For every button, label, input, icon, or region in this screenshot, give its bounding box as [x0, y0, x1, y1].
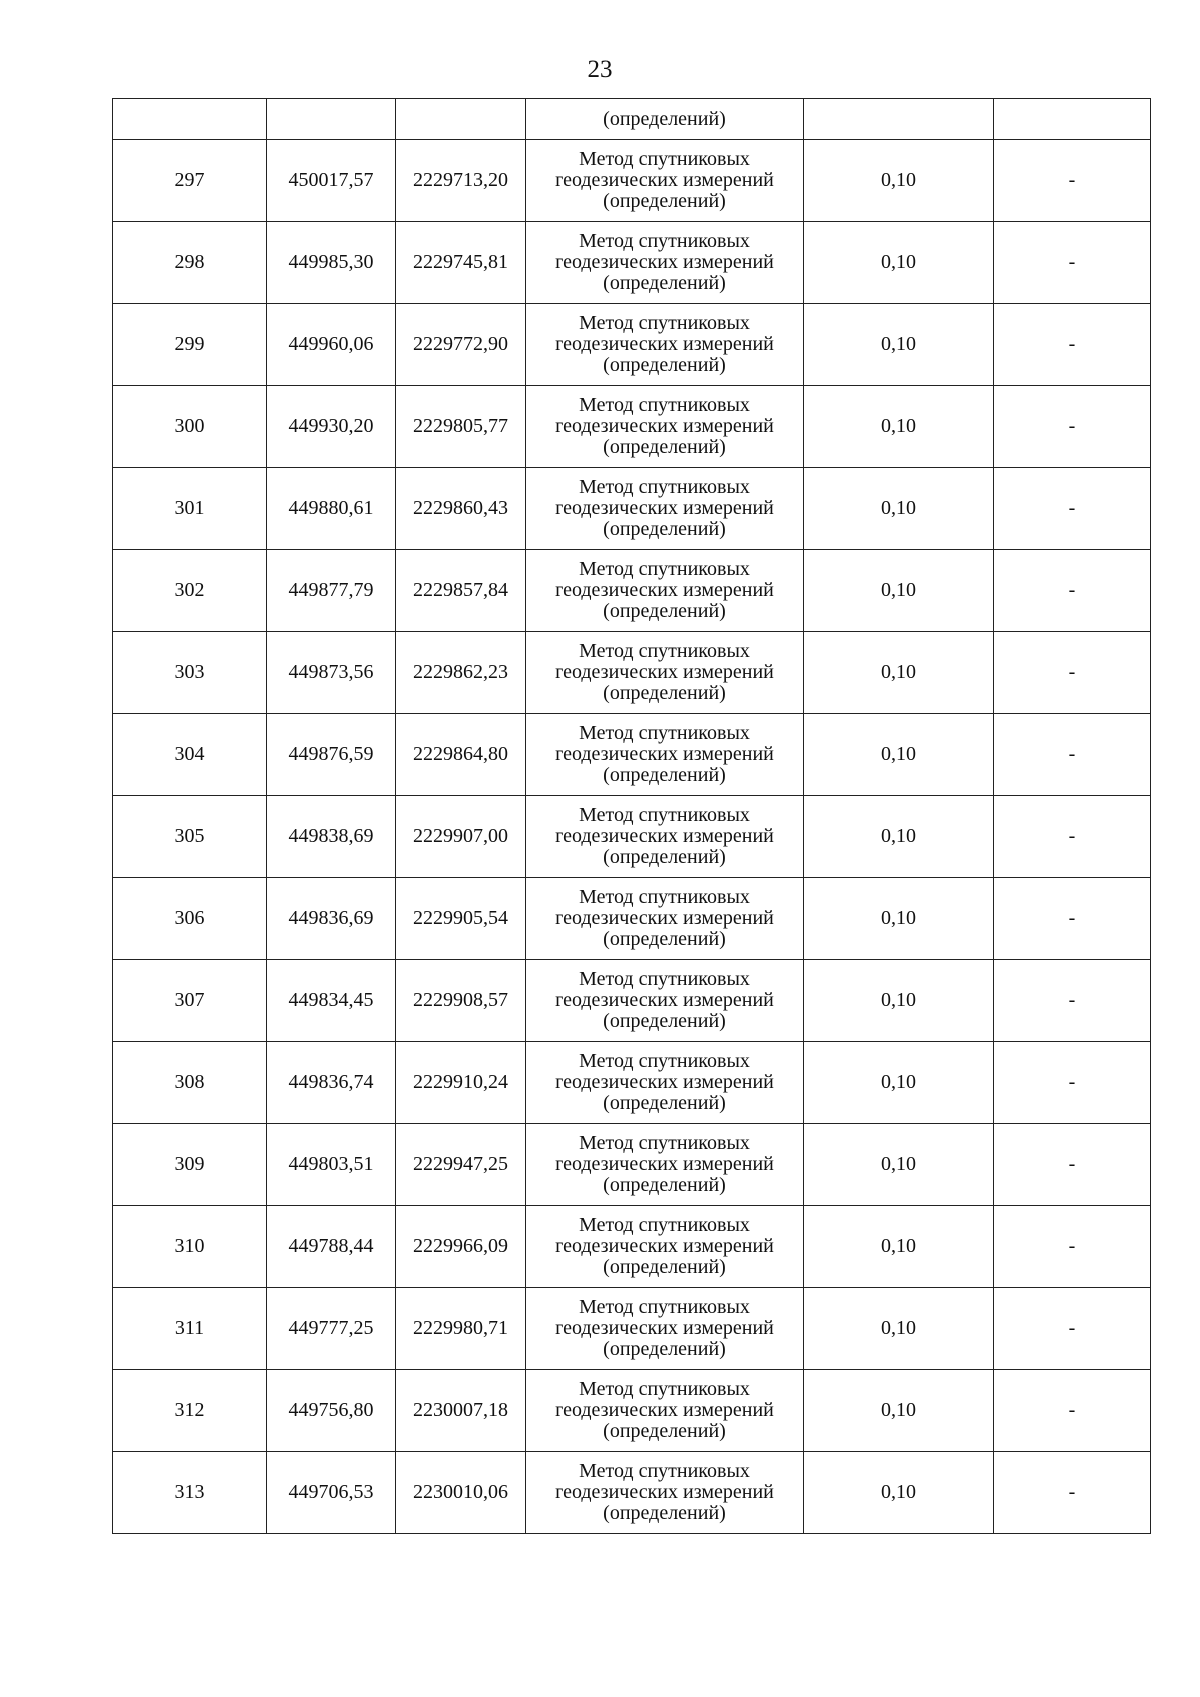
cell-accuracy [804, 99, 994, 140]
cell-accuracy: 0,10 [804, 304, 994, 386]
cell-method: Метод спутниковых геодезических измерений (определений) [526, 960, 804, 1042]
cell-accuracy: 0,10 [804, 468, 994, 550]
cell-point-number: 298 [113, 222, 267, 304]
table-row [113, 796, 1151, 878]
cell-method: Метод спутниковых геодезических измерений (определений) [526, 1288, 804, 1370]
cell-y: 2229745,81 [396, 222, 526, 304]
cell-note: - [994, 468, 1151, 550]
cell-x: 449877,79 [267, 550, 396, 632]
cell-accuracy: 0,10 [804, 1206, 994, 1288]
cell-point-number: 308 [113, 1042, 267, 1124]
cell-point-number: 305 [113, 796, 267, 878]
cell-y: 2229860,43 [396, 468, 526, 550]
cell-accuracy: 0,10 [804, 1042, 994, 1124]
table-row [113, 1206, 1151, 1288]
cell-accuracy: 0,10 [804, 960, 994, 1042]
cell-point-number: 309 [113, 1124, 267, 1206]
cell-point-number: 306 [113, 878, 267, 960]
cell-method: Метод спутниковых геодезических измерений (определений) [526, 550, 804, 632]
cell-point-number: 303 [113, 632, 267, 714]
table-body [113, 99, 1151, 1534]
table-row [113, 140, 1151, 222]
cell-x [267, 99, 396, 140]
cell-method: Метод спутниковых геодезических измерений (определений) [526, 1206, 804, 1288]
cell-note: - [994, 1288, 1151, 1370]
cell-accuracy: 0,10 [804, 796, 994, 878]
cell-method: Метод спутниковых геодезических измерений (определений) [526, 1124, 804, 1206]
cell-x: 449834,45 [267, 960, 396, 1042]
cell-x: 449777,25 [267, 1288, 396, 1370]
cell-accuracy: 0,10 [804, 878, 994, 960]
cell-accuracy: 0,10 [804, 1452, 994, 1534]
cell-point-number: 304 [113, 714, 267, 796]
table-row [113, 1452, 1151, 1534]
cell-x: 449836,74 [267, 1042, 396, 1124]
cell-x: 449880,61 [267, 468, 396, 550]
cell-note: - [994, 878, 1151, 960]
cell-accuracy: 0,10 [804, 1288, 994, 1370]
table-row [113, 222, 1151, 304]
table-row [113, 1042, 1151, 1124]
cell-accuracy: 0,10 [804, 714, 994, 796]
cell-point-number: 302 [113, 550, 267, 632]
cell-note: - [994, 632, 1151, 714]
cell-method: Метод спутниковых геодезических измерений (определений) [526, 1042, 804, 1124]
cell-accuracy: 0,10 [804, 1370, 994, 1452]
cell-note: - [994, 222, 1151, 304]
cell-y: 2229947,25 [396, 1124, 526, 1206]
cell-method: Метод спутниковых геодезических измерений (определений) [526, 304, 804, 386]
cell-x: 449960,06 [267, 304, 396, 386]
cell-point-number: 313 [113, 1452, 267, 1534]
cell-point-number: 311 [113, 1288, 267, 1370]
cell-method: Метод спутниковых геодезических измерений (определений) [526, 140, 804, 222]
cell-y: 2229805,77 [396, 386, 526, 468]
cell-y: 2229772,90 [396, 304, 526, 386]
cell-point-number: 307 [113, 960, 267, 1042]
coordinates-table [112, 98, 1151, 1534]
cell-y: 2229908,57 [396, 960, 526, 1042]
cell-x: 449873,56 [267, 632, 396, 714]
cell-method: Метод спутниковых геодезических измерений (определений) [526, 796, 804, 878]
cell-y: 2229905,54 [396, 878, 526, 960]
cell-method: Метод спутниковых геодезических измерений (определений) [526, 714, 804, 796]
cell-note: - [994, 1206, 1151, 1288]
cell-y: 2229910,24 [396, 1042, 526, 1124]
page-number: 23 [587, 56, 613, 83]
cell-point-number: 297 [113, 140, 267, 222]
cell-point-number: 299 [113, 304, 267, 386]
table-row [113, 1288, 1151, 1370]
cell-x: 449706,53 [267, 1452, 396, 1534]
cell-y: 2229857,84 [396, 550, 526, 632]
cell-note: - [994, 304, 1151, 386]
cell-method: Метод спутниковых геодезических измерений (определений) [526, 386, 804, 468]
cell-y: 2229980,71 [396, 1288, 526, 1370]
cell-x: 449803,51 [267, 1124, 396, 1206]
cell-accuracy: 0,10 [804, 632, 994, 714]
cell-y: 2229713,20 [396, 140, 526, 222]
cell-point-number: 300 [113, 386, 267, 468]
cell-method: Метод спутниковых геодезических измерений (определений) [526, 1452, 804, 1534]
cell-point-number: 310 [113, 1206, 267, 1288]
cell-x: 449838,69 [267, 796, 396, 878]
cell-method: Метод спутниковых геодезических измерений (определений) [526, 878, 804, 960]
cell-x: 449836,69 [267, 878, 396, 960]
table-row [113, 632, 1151, 714]
cell-note: - [994, 386, 1151, 468]
table-row [113, 550, 1151, 632]
cell-x: 449876,59 [267, 714, 396, 796]
cell-point-number: 301 [113, 468, 267, 550]
cell-method: Метод спутниковых геодезических измерений (определений) [526, 468, 804, 550]
cell-method: Метод спутниковых геодезических измерений (определений) [526, 222, 804, 304]
table-row [113, 714, 1151, 796]
cell-method: Метод спутниковых геодезических измерений (определений) [526, 1370, 804, 1452]
cell-x: 449985,30 [267, 222, 396, 304]
cell-note: - [994, 1124, 1151, 1206]
table-row [113, 386, 1151, 468]
cell-y: 2230010,06 [396, 1452, 526, 1534]
cell-accuracy: 0,10 [804, 222, 994, 304]
cell-y: 2230007,18 [396, 1370, 526, 1452]
cell-note [994, 99, 1151, 140]
table-row [113, 1370, 1151, 1452]
cell-y [396, 99, 526, 140]
cell-y: 2229862,23 [396, 632, 526, 714]
cell-note: - [994, 550, 1151, 632]
cell-x: 450017,57 [267, 140, 396, 222]
table-row [113, 1124, 1151, 1206]
cell-point-number [113, 99, 267, 140]
cell-note: - [994, 1042, 1151, 1124]
cell-note: - [994, 1452, 1151, 1534]
cell-x: 449788,44 [267, 1206, 396, 1288]
cell-method: Метод спутниковых геодезических измерений (определений) [526, 632, 804, 714]
continuation-row [113, 99, 1151, 140]
cell-x: 449756,80 [267, 1370, 396, 1452]
table-row [113, 960, 1151, 1042]
cell-note: - [994, 714, 1151, 796]
cell-note: - [994, 140, 1151, 222]
cell-x: 449930,20 [267, 386, 396, 468]
cell-accuracy: 0,10 [804, 1124, 994, 1206]
table-row [113, 878, 1151, 960]
cell-note: - [994, 1370, 1151, 1452]
cell-y: 2229907,00 [396, 796, 526, 878]
table-row [113, 304, 1151, 386]
cell-method: (определений) [526, 99, 804, 140]
cell-note: - [994, 796, 1151, 878]
cell-y: 2229864,80 [396, 714, 526, 796]
cell-accuracy: 0,10 [804, 550, 994, 632]
cell-y: 2229966,09 [396, 1206, 526, 1288]
table-row [113, 468, 1151, 550]
cell-accuracy: 0,10 [804, 140, 994, 222]
cell-point-number: 312 [113, 1370, 267, 1452]
cell-note: - [994, 960, 1151, 1042]
cell-accuracy: 0,10 [804, 386, 994, 468]
